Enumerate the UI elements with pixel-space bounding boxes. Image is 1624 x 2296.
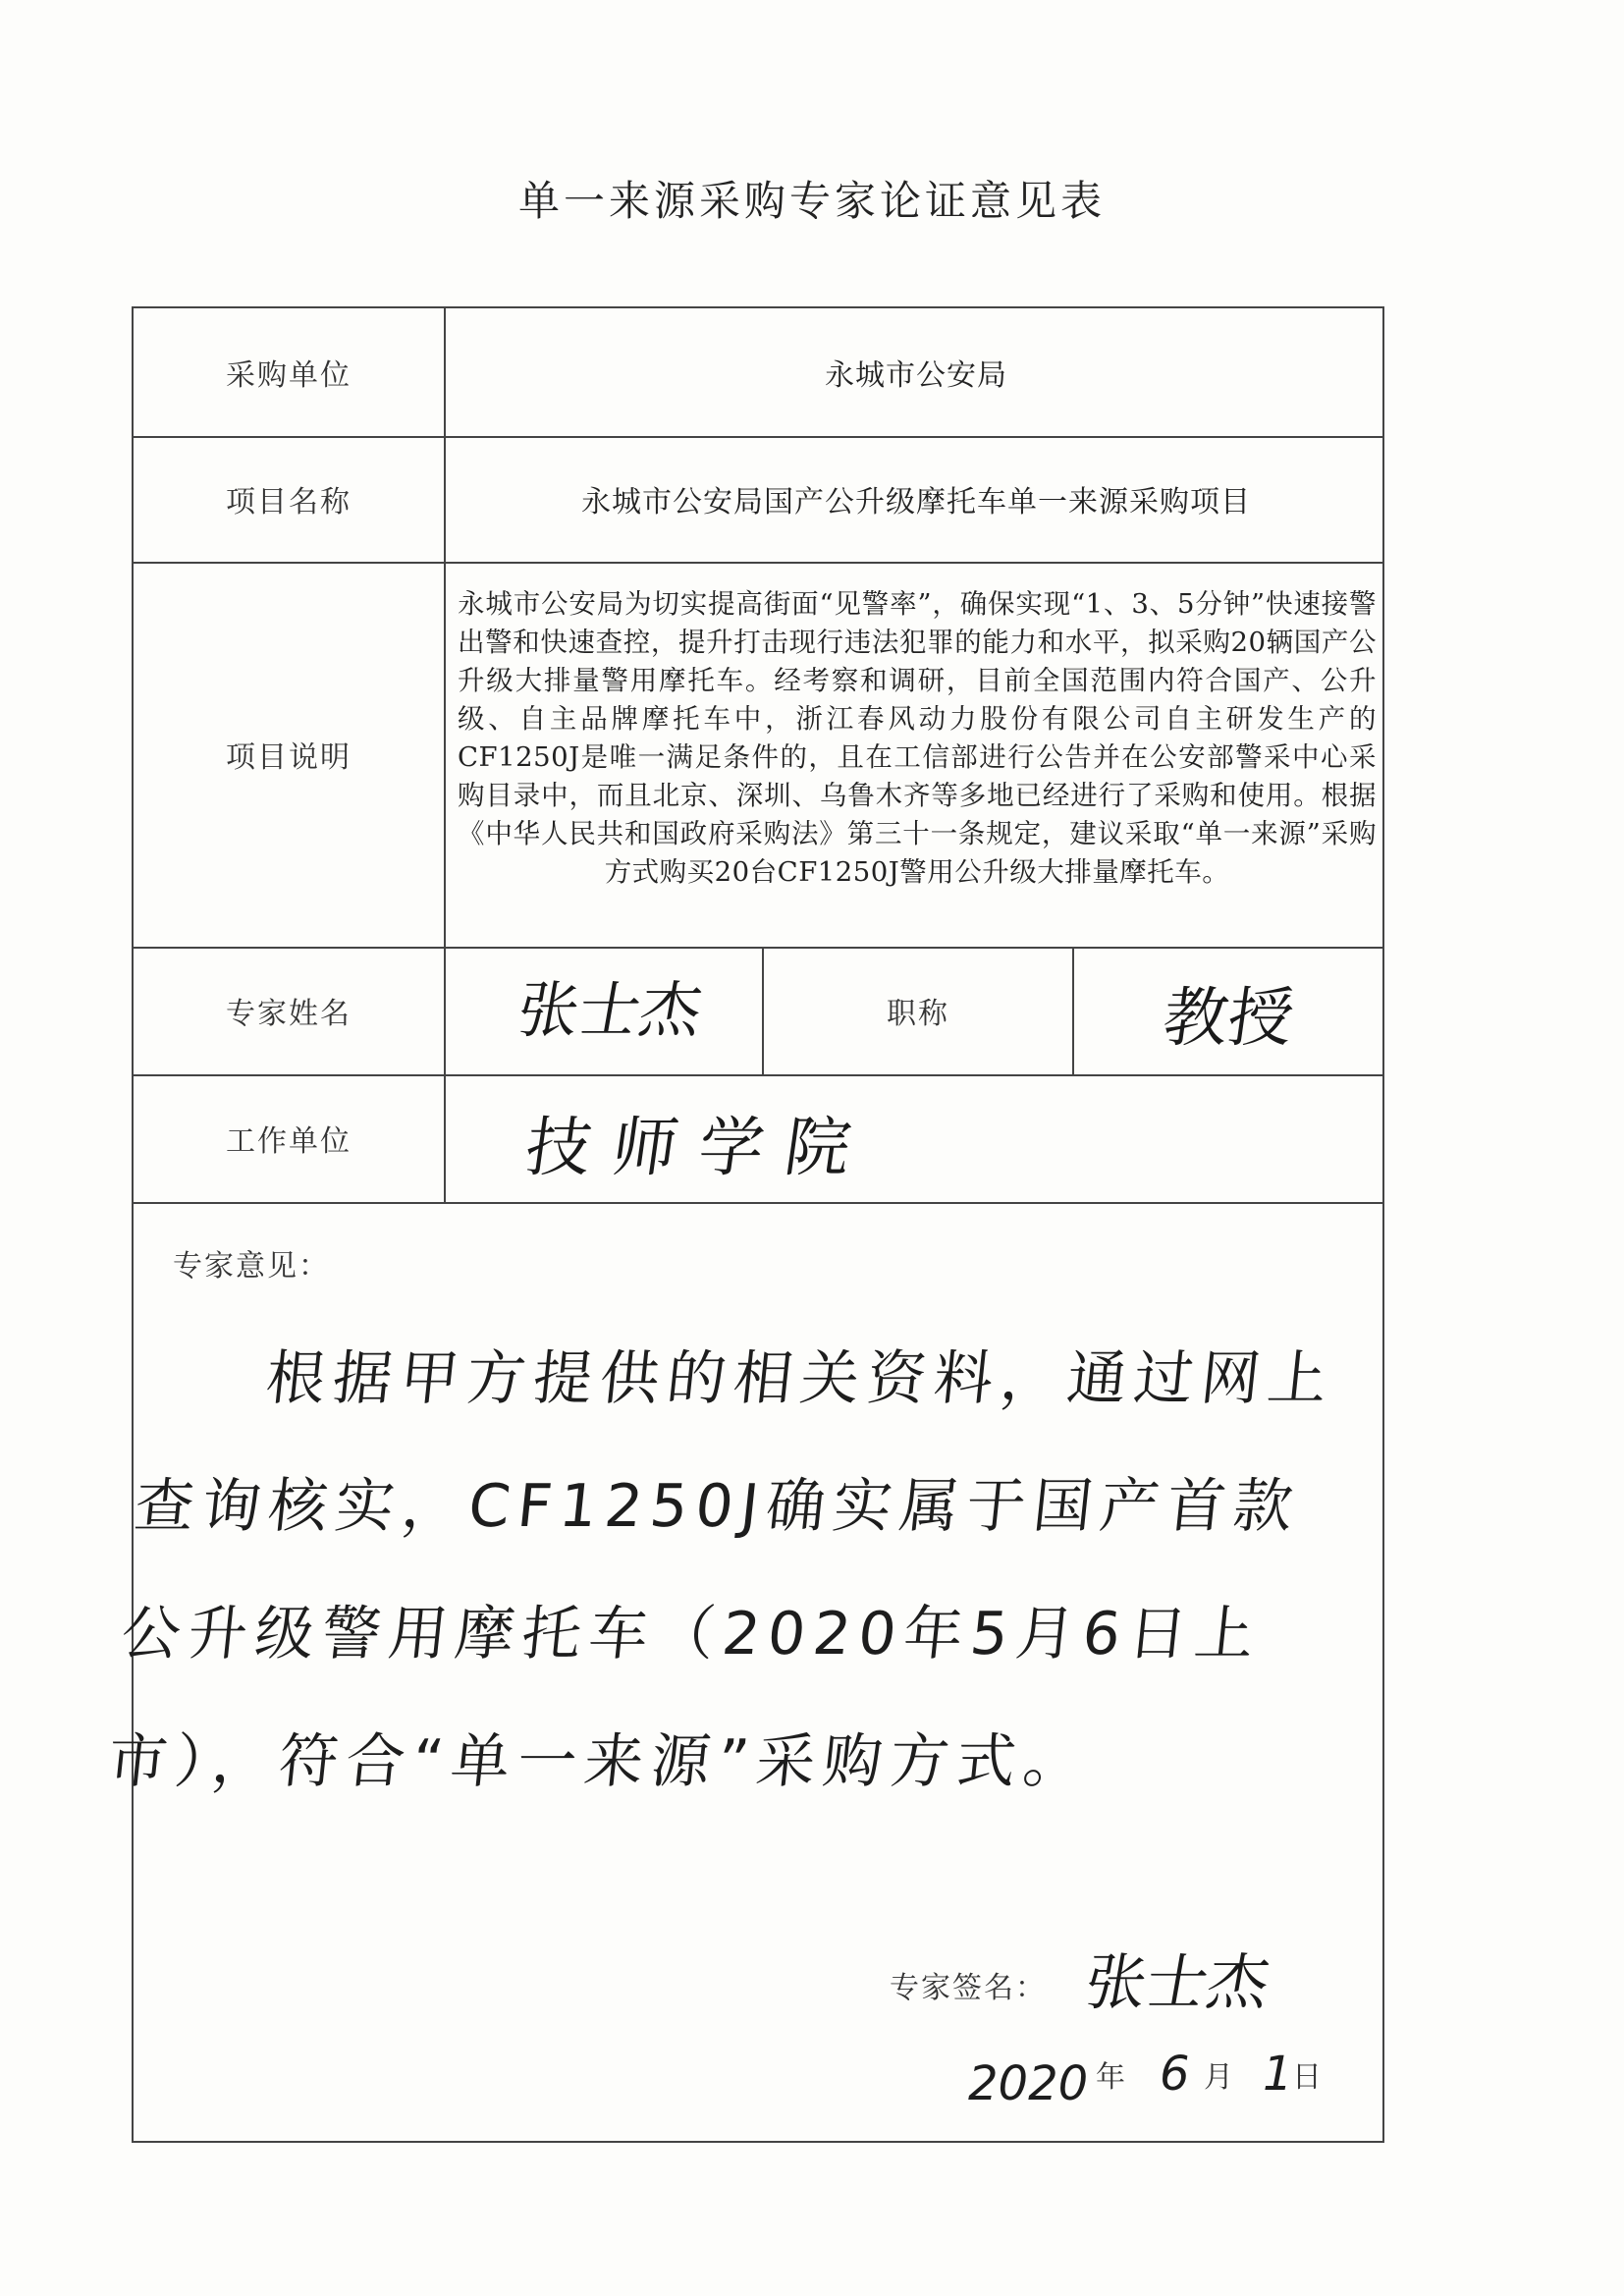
project-desc-value: 永城市公安局为切实提高街面“见警率”，确保实现“1、3、5分钟”快速接警出警和快速查控，提升打击现行违法犯罪的能力和水平，拟采购20辆国产公升级大排量警用摩托车。经考察和调研，目前全国范围内符合国产、公升级、自主品牌摩托车中，浙江春风动力股份有限公司自主研发生产的CF1250J是唯一满足条件的，且在工信部进行公告并在公安部警采中心采购目录中，而且北京、深圳、乌鲁木齐等多地已经进行了采购和使用。根据《中华人民共和国政府采购法》第三十一条规定，建议采取“单一来源”采购方式购买20台CF1250J警用公升级大排量摩托车。: [458, 588, 1377, 888]
signature-label: 专家签名：: [890, 1971, 1047, 2005]
purchaser-label: 采购单位: [226, 358, 352, 393]
expert-name-label: 专家姓名: [226, 997, 352, 1031]
workplace-handwritten: 技师学院: [520, 1110, 878, 1185]
row-divider: [134, 1202, 1382, 1204]
expert-opinion-form: [104, 306, 1384, 2143]
date-day: 1: [1263, 2047, 1293, 2102]
workplace-label: 工作单位: [226, 1124, 352, 1159]
title-handwritten: 教授: [1158, 980, 1299, 1056]
date-year: 2020: [968, 2056, 1089, 2111]
opinion-label: 专家意见：: [173, 1249, 330, 1284]
title-label: 职称: [887, 997, 949, 1031]
purchaser-value: 永城市公安局: [825, 358, 1007, 393]
date-day-unit: 日: [1292, 2060, 1322, 2095]
form-title: 单一来源采购专家论证意见表: [517, 177, 1106, 225]
column-divider: [1072, 947, 1074, 1074]
date-month-unit: 月: [1204, 2060, 1233, 2095]
expert-name-handwritten: 张士杰: [512, 974, 708, 1046]
project-desc-label: 项目说明: [226, 740, 352, 775]
project-name-value: 永城市公安局国产公升级摩托车单一来源采购项目: [581, 485, 1251, 519]
opinion-handwritten-text: 根据甲方提供的相关资料，通过网上查询核实，CF1250J确实属于国产首款公升级警用摩托车（2020年5月6日上市），符合“单一来源”采购方式。: [104, 1344, 1338, 1796]
date-month: 6: [1160, 2047, 1190, 2102]
date-year-unit: 年: [1096, 2060, 1125, 2095]
signature-handwritten: 张士杰: [1079, 1946, 1275, 2018]
project-name-label: 项目名称: [226, 485, 352, 519]
